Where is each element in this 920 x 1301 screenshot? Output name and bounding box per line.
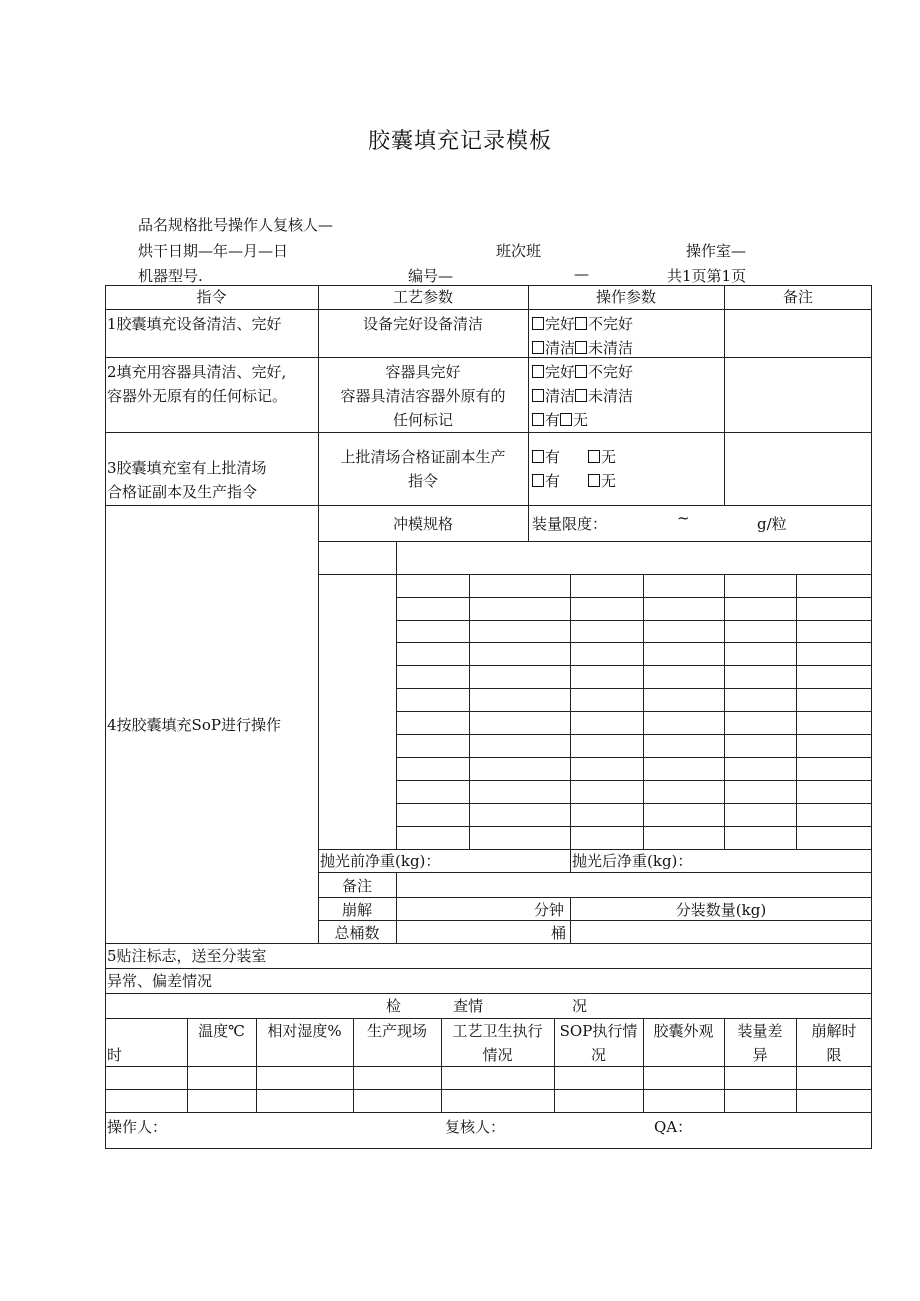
mold-spec-label: 冲模规格	[392, 515, 453, 533]
checkbox[interactable]	[532, 389, 544, 402]
header-room: 操作室—	[686, 242, 747, 260]
row4-instruction: 4按胶囊填充SoP进行操作	[107, 716, 281, 734]
row3-instruction-line1: 3胶囊填充室有上批清场	[107, 459, 267, 477]
row2-option-2: 清洁 未清洁	[532, 387, 633, 405]
checkbox[interactable]	[575, 365, 587, 378]
checkbox[interactable]	[575, 341, 587, 354]
row2-process-line3: 任何标记	[392, 411, 453, 429]
reviewer-signature-label: 复核人：	[445, 1118, 506, 1136]
header-shift: 班次班	[496, 242, 542, 260]
row1-option-1: 完好 不完好	[532, 315, 633, 333]
fill-limit-label: 装量限度：	[532, 515, 608, 533]
insp-header-hygiene-line2: 情况	[482, 1046, 513, 1064]
inspection-title-part2: 查情	[453, 997, 484, 1015]
checkbox[interactable]	[532, 317, 544, 330]
header-code: 编号—	[408, 267, 454, 285]
checkbox[interactable]	[575, 317, 587, 330]
col-header-instruction: 指令	[196, 288, 227, 306]
row1-process: 设备完好设备清洁	[362, 315, 483, 333]
insp-header-disintegration-line2: 限	[826, 1046, 842, 1064]
page-title: 胶囊填充记录模板	[367, 129, 552, 154]
checkbox[interactable]	[532, 474, 544, 487]
insp-header-fill-variance-line2: 异	[752, 1046, 768, 1064]
checkbox[interactable]	[532, 413, 544, 426]
row1-option-2: 清洁 未清洁	[532, 339, 633, 357]
insp-header-appearance: 胶囊外观	[653, 1022, 714, 1040]
header-dry-date: 烘干日期—年—月—日	[138, 242, 289, 260]
insp-header-fill-variance-line1: 装量差	[737, 1022, 783, 1040]
checkbox[interactable]	[588, 450, 600, 463]
inspection-title-part3: 况	[572, 997, 588, 1015]
checkbox[interactable]	[588, 474, 600, 487]
col-header-remark: 备注	[782, 288, 813, 306]
checkbox[interactable]	[532, 365, 544, 378]
inspection-title-part1: 检	[386, 997, 402, 1015]
header-page-count: 共1页第1页	[667, 267, 747, 285]
row5-label-stick: 5贴注标志，送至分装室	[107, 947, 267, 965]
row3-process-line2: 指令	[407, 472, 438, 490]
header-product-line: 品名规格批号操作人复核人—	[138, 216, 334, 234]
row3-option-2: 有 无	[532, 472, 616, 490]
fill-limit-tilde: ~	[677, 509, 690, 527]
checkbox[interactable]	[532, 450, 544, 463]
insp-header-site: 生产现场	[366, 1022, 427, 1040]
row2-instruction-line1: 2填充用容器具清洁、完好,	[107, 363, 287, 381]
insp-header-hygiene-line1: 工艺卫生执行	[452, 1022, 543, 1040]
col-header-operation: 操作参数	[595, 288, 656, 306]
row1-instruction: 1胶囊填充设备清洁、完好	[107, 315, 282, 333]
row2-option-3: 有 无	[532, 411, 588, 429]
disintegration-label: 崩解	[341, 901, 372, 919]
insp-header-temperature: 温度℃	[198, 1022, 245, 1040]
pack-quantity-label: 分装数量(kg)	[675, 901, 767, 919]
anomaly-deviation-label: 异常、偏差情况	[107, 972, 213, 990]
net-weight-after-polish: 抛光后净重(kg)：	[572, 852, 693, 870]
qa-signature-label: QA：	[654, 1118, 693, 1136]
checkbox[interactable]	[560, 413, 572, 426]
row2-option-1: 完好 不完好	[532, 363, 633, 381]
total-barrels-label: 总桶数	[334, 924, 380, 942]
header-machine-model: 机器型号.	[138, 267, 203, 285]
operator-signature-label: 操作人：	[107, 1118, 168, 1136]
header-dash: —	[574, 265, 589, 283]
checkbox[interactable]	[532, 341, 544, 354]
row3-instruction-line2: 合格证副本及生产指令	[107, 483, 258, 501]
barrel-unit: 桶	[551, 924, 567, 942]
row3-process-line1: 上批清场合格证副本生产	[340, 448, 506, 466]
net-weight-before-polish: 抛光前净重(kg)：	[320, 852, 441, 870]
minutes-label: 分钟	[534, 901, 565, 919]
record-sheet	[105, 285, 872, 1149]
insp-header-sop-line2: 况	[590, 1046, 606, 1064]
checkbox[interactable]	[575, 389, 587, 402]
insp-header-time: 时	[107, 1046, 123, 1064]
row4-remark-label: 备注	[341, 877, 372, 895]
row3-option-1: 有 无	[532, 448, 616, 466]
row2-process-line1: 容器具完好	[385, 363, 461, 381]
insp-header-disintegration-line1: 崩解时	[811, 1022, 857, 1040]
col-header-process: 工艺参数	[392, 288, 453, 306]
fill-limit-unit: g/粒	[757, 515, 787, 533]
insp-header-sop-line1: SOP执行情	[559, 1022, 638, 1040]
row2-process-line2: 容器具清洁容器外原有的	[340, 387, 506, 405]
row2-instruction-line2: 容器外无原有的任何标记。	[107, 387, 288, 405]
insp-header-humidity: 相对湿度%	[267, 1022, 342, 1040]
